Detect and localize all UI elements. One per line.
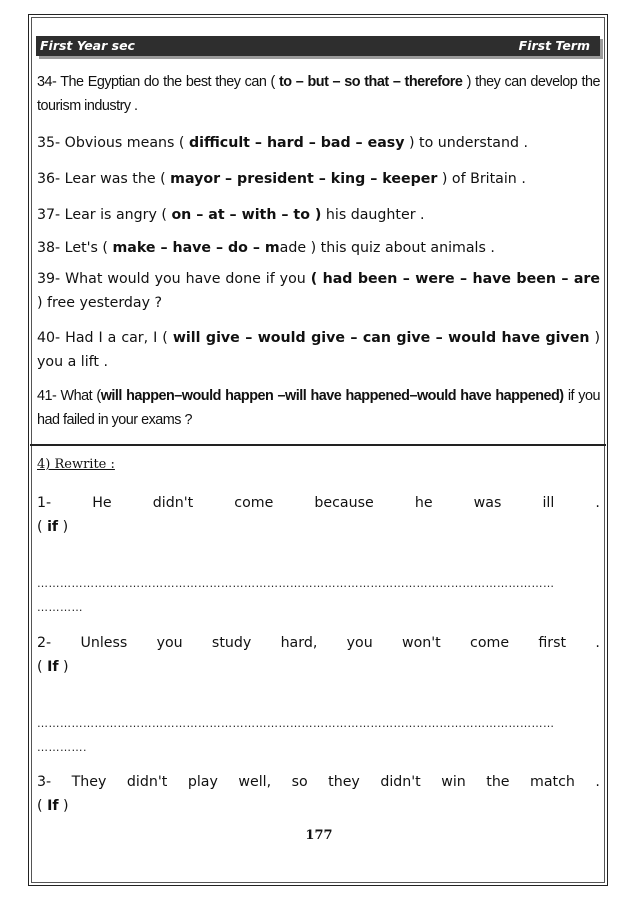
question-36: 36- Lear was the ( mayor – president – king – keeper ) of Britain .: [37, 171, 526, 187]
question-35: 35- Obvious means ( difficult – hard – bad – easy ) to understand .: [37, 135, 529, 151]
rewrite-cue: ( if ): [37, 519, 69, 535]
header-year: First Year sec: [40, 38, 135, 53]
header-term: First Term: [518, 38, 590, 53]
question-39: 39- What would you have done if you ( had been – were – have been – are ) free yesterday ?: [37, 271, 601, 311]
question-41: 41- What (will happen–would happen –will have happened–would have happened) if you had failed in your exams ?: [37, 388, 600, 428]
rewrite-sentence: 3- They didn't play well, so they didn't win the match .: [37, 774, 600, 790]
rewrite-item-2: [37, 631, 600, 679]
question-40: 40- Had I a car, I ( will give – would give – can give – would have given ) you a lift .: [37, 330, 600, 370]
rewrite-heading: 4) Rewrite :: [37, 457, 115, 472]
page-number: 177: [305, 828, 333, 843]
rewrite-cue: ( If ): [37, 659, 69, 675]
answer-lines-1[interactable]: ……………………………………………………………………………………………………………………… …………: [37, 577, 555, 614]
rewrite-sentence: 2- Unless you study hard, you won't come first .: [37, 635, 600, 651]
page-header: [36, 36, 600, 56]
rewrite-sentence: 1- He didn't come because he was ill .: [37, 495, 600, 511]
question-37: 37- Lear is angry ( on – at – with – to ) his daughter .: [37, 207, 425, 223]
question-34: 34- The Egyptian do the best they can ( to – but – so that – therefore ) they can develop the tourism industry .: [37, 74, 600, 114]
rewrite-item-1: [37, 491, 600, 539]
rewrite-cue: ( If ): [37, 798, 69, 814]
question-38: 38- Let's ( make – have – do – made ) this quiz about animals .: [37, 240, 495, 256]
section-divider: [30, 444, 606, 446]
answer-lines-2[interactable]: ……………………………………………………………………………………………………………………… ………….: [37, 717, 555, 754]
rewrite-item-3: [37, 770, 600, 818]
